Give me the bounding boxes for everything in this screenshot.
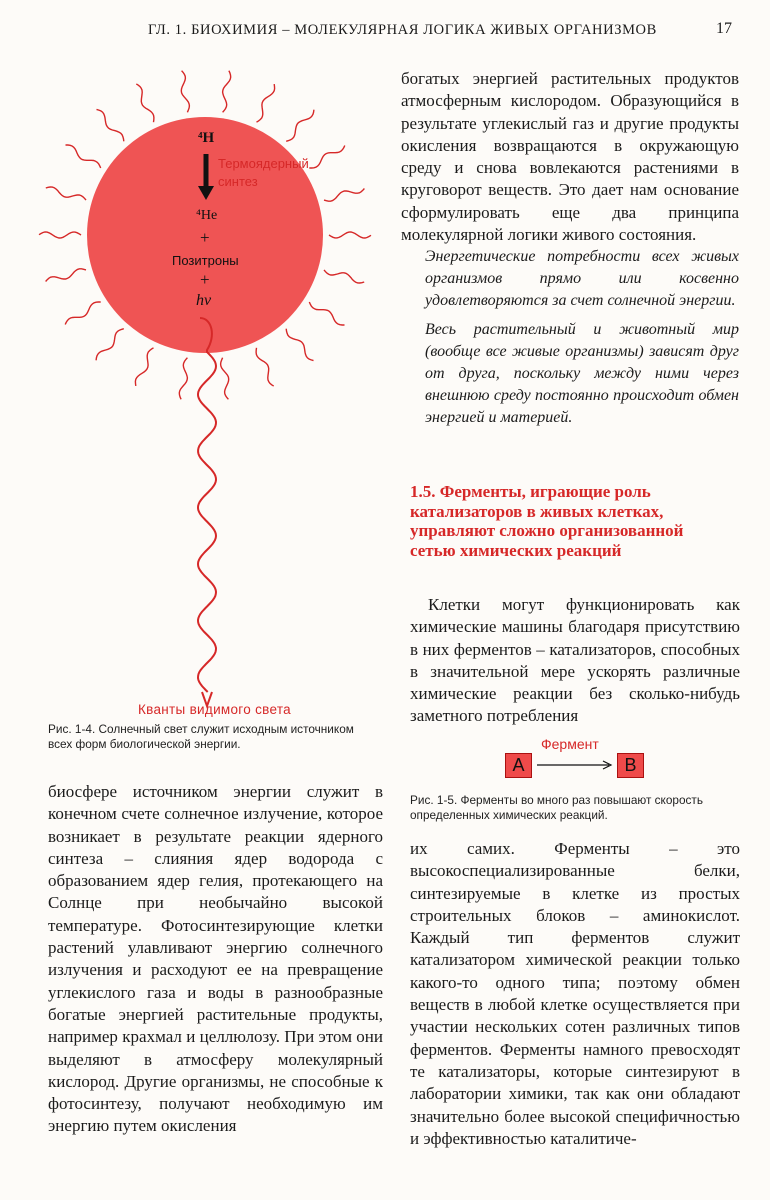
positrons-label: Позитроны [172, 253, 239, 268]
principles-block [425, 246, 739, 436]
principle-2: Весь растительный и животный мир (вообще все живые организмы) зависят друг от друга, поскольку между ними через внешнюю среду постоянно происходит обмен энергией и материей. [425, 321, 739, 426]
sun-ray [223, 71, 231, 113]
sun-ray [136, 84, 154, 122]
figure-1-5-caption: Рис. 1-5. Ферменты во много раз повышают скорость определенных химических реакций. [410, 793, 703, 822]
sun-ray [135, 348, 153, 386]
sun-ray [39, 232, 81, 238]
sun-ray [286, 329, 313, 361]
section-body: Клетки могут функционировать как химические машины благодаря присутствию в них ферментов – катализаторов, способных в значительной мере ускорять различные химические реакции без сколько-нибудь заметного потребления [410, 595, 740, 726]
paragraph-left-bottom: биосфере источником энергии служит в конечном счете солнечное излучение, которое возникает в результате реакции ядерного синтеза – слияния ядер водорода с образованием ядер гелия, протекающего на Солнце при необычайно высокой температуре. Фотосинтезирующие клетки растений улавливают энергию солнечного излучения и расходуют ее на превращение углекислого газа и воды в разнообразные богатые энергией растительные продукты, например крахмал и целлюлозу. При этом они выделяют в атмосферу молекулярный кислород. Другие организмы, не способные к фотосинтезу, получают необходимую им энергию путем окисления [48, 782, 383, 1136]
sun-figure [30, 60, 380, 720]
thermonuclear-label: Термоядерный синтез [218, 156, 309, 189]
sun-ray [65, 302, 101, 325]
principle-1: Энергетические потребности всех живых организмов прямо или косвенно удовлетворяются за счет солнечной энергии. [425, 248, 739, 309]
figure-1-4-caption: Рис. 1-4. Солнечный свет служит исходным источником всех форм биологической энергии. [48, 722, 354, 751]
sun-ray [221, 358, 229, 400]
sun-ray [286, 110, 314, 142]
sun-ray [324, 189, 364, 202]
sun-ray [324, 270, 364, 283]
sun-ray [46, 269, 86, 282]
sun-ray [66, 145, 101, 168]
sun-ray [181, 71, 189, 113]
visible-light-quanta-label: Кванты видимого света [138, 702, 291, 717]
sun-ray [257, 84, 275, 122]
sun-ray [97, 109, 124, 141]
substrate-box: A [505, 753, 532, 778]
paragraph-right-top: богатых энергией растительных продуктов атмосферным кислородом. Образующийся в результате углекислый газ и другие продукты окисления возвращаются в окружающую среду и снова вовлекаются растениями в круговорот веществ. Это дает нам основание сформулировать еще два принципа молекулярной логики живого состояния. [401, 69, 739, 245]
sun-ray [179, 358, 187, 400]
paragraph-right-bottom: их самих. Ферменты – это высокоспециализированные белки, синтезируемые в клетке из простых строительных блоков – аминокислот. Каждый тип ферментов служит катализатором химической реакции только какого-то одного типа; поэтому обмен веществ в любой клетке осуществляется при участии нескольких сотен различных типов ферментов. Ферменты намного превосходят те катализаторы, которые синтезируют в лаборатории химики, так как они обладают значительно более высокой специфичностью и эффективностью каталитиче- [410, 839, 740, 1148]
sun-ray [96, 329, 124, 361]
sun-ray [256, 348, 274, 386]
plus-sign: + [200, 228, 210, 247]
hydrogen-label: ⁴H [198, 130, 215, 146]
enzyme-label: Фермент [541, 736, 599, 752]
figure-1-5 [505, 736, 645, 786]
product-box: B [617, 753, 644, 778]
section-heading: 1.5. Ферменты, играющие роль катализаторов в живых клетках, управляют сложно организованной сетью химических реакций [410, 482, 684, 560]
photon-label: hν [196, 292, 212, 309]
sun-ray [46, 187, 86, 200]
plus-sign: + [200, 270, 210, 289]
helium-label: ⁴He [196, 208, 218, 223]
page-number: 17 [716, 20, 732, 37]
sun-ray [309, 302, 344, 325]
light-quanta-wave [198, 318, 216, 692]
sun-ray [329, 232, 371, 238]
running-head: ГЛ. 1. БИОХИМИЯ – МОЛЕКУЛЯРНАЯ ЛОГИКА ЖИВЫХ ОРГАНИЗМОВ [148, 22, 657, 38]
